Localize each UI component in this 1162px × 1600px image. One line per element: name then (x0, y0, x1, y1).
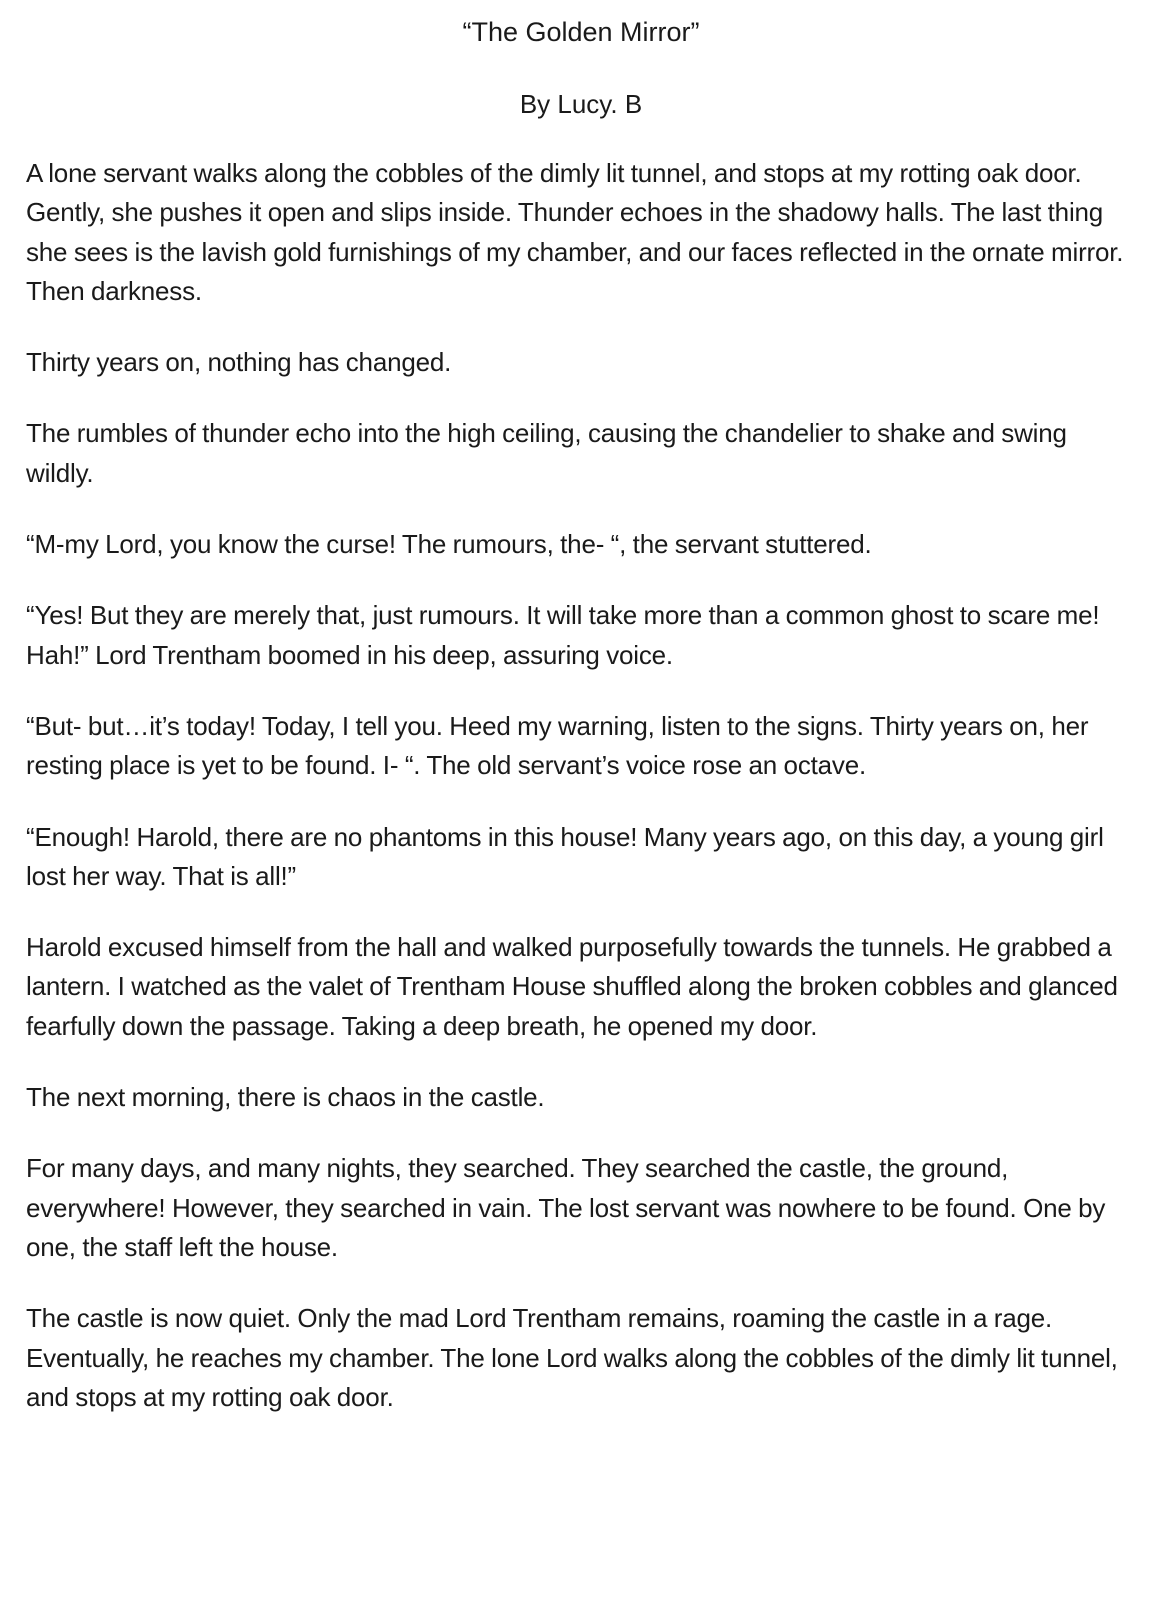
story-paragraph: A lone servant walks along the cobbles of the dimly lit tunnel, and stops at my rotting oak door. Gently, she pushes it open and slips inside. Thunder echoes in the shadowy halls. The last thing she sees is the lavish gold furnishings of my chamber, and our faces reflected in the ornate mirror. Then darkness. (26, 158, 1124, 306)
story-paragraph: The next morning, there is chaos in the castle. (26, 1082, 545, 1113)
story-paragraph: “Yes! But they are merely that, just rumours. It will take more than a common ghost to scare me! Hah!” Lord Trentham boomed in his deep, assuring voice. (26, 600, 1100, 670)
document-page (26, 12, 1136, 1417)
story-paragraph: “Enough! Harold, there are no phantoms in this house! Many years ago, on this day, a young girl lost her way. That is all!” (26, 821, 1104, 891)
story-paragraph: Thirty years on, nothing has changed. (26, 347, 452, 378)
story-byline: By Lucy. B (519, 89, 643, 119)
story-paragraph: Harold excused himself from the hall and walked purposefully towards the tunnels. He grabbed a lantern. I watched as the valet of Trentham House shuffled along the broken cobbles and glanced fearfully down the passage. Taking a deep breath, he opened my door. (26, 932, 1118, 1041)
story-paragraph: “M-my Lord, you know the curse! The rumours, the- “, the servant stuttered. (26, 529, 872, 560)
story-paragraph: The rumbles of thunder echo into the high ceiling, causing the chandelier to shake and swing wildly. (26, 418, 1067, 488)
story-paragraph: The castle is now quiet. Only the mad Lord Trentham remains, roaming the castle in a rage. Eventually, he reaches my chamber. The lone Lord walks along the cobbles of the dimly lit tunnel, and stops at my rotting oak door. (26, 1303, 1118, 1412)
story-title: “The Golden Mirror” (462, 17, 700, 47)
story-paragraph: For many days, and many nights, they searched. They searched the castle, the ground, everywhere! However, they searched in vain. The lost servant was nowhere to be found. One by one, the staff left the house. (26, 1153, 1106, 1262)
story-body (26, 154, 1136, 1417)
story-paragraph: “But- but…it’s today! Today, I tell you. Heed my warning, listen to the signs. Thirty years on, her resting place is yet to be found. I- “. The old servant’s voice rose an octave. (26, 710, 1089, 781)
